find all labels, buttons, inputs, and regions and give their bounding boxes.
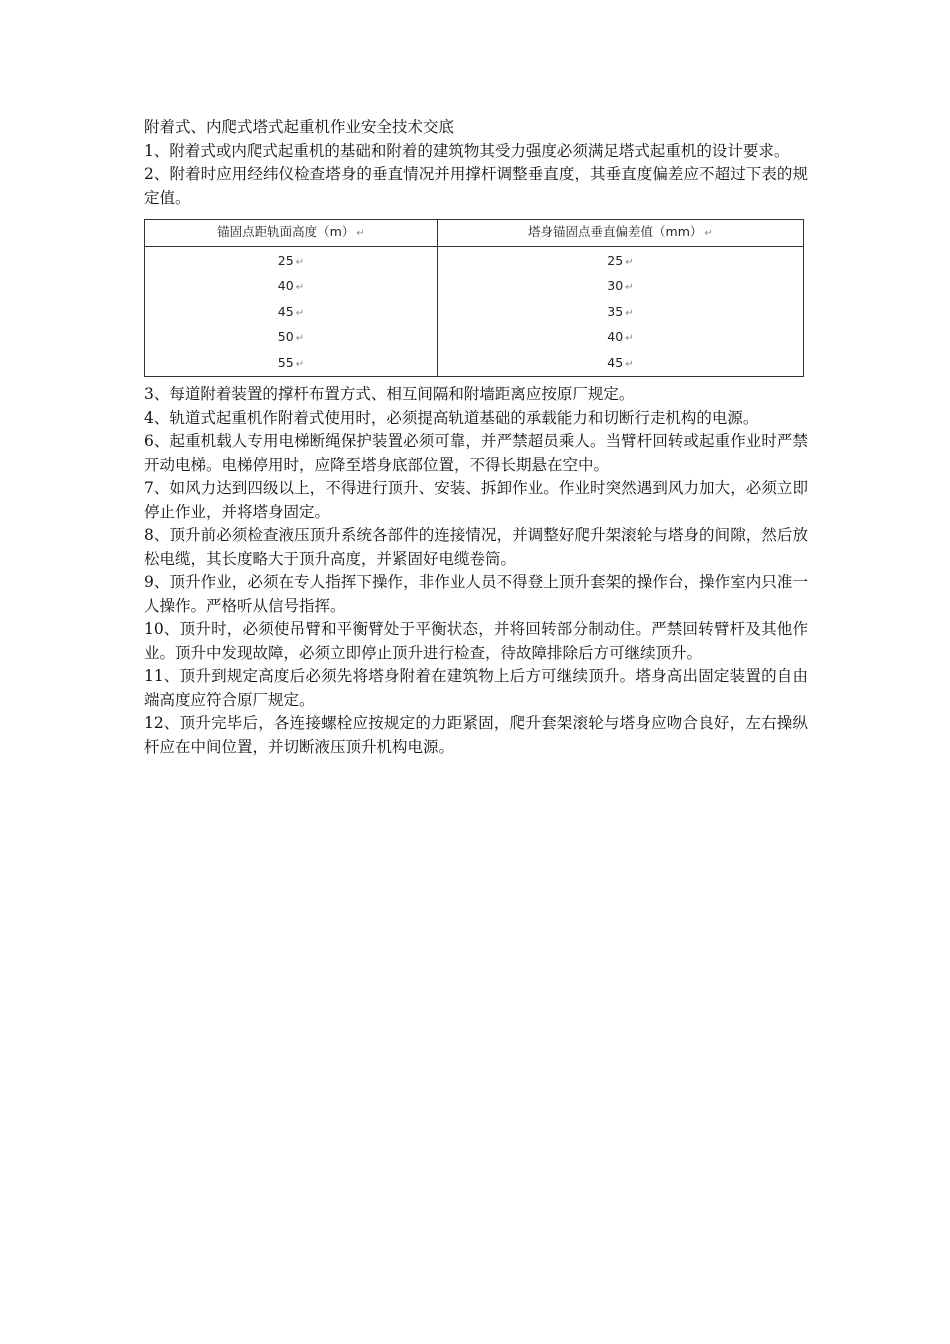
table-row: [145, 274, 804, 300]
paragraph-mark-icon: ↵: [295, 282, 305, 293]
table-header-row: [145, 220, 804, 247]
paragraph-4: 4、轨道式起重机作附着式使用时，必须提高轨道基础的承载能力和切断行走机构的电源。: [144, 408, 759, 427]
paragraph-mark-icon: ↵: [625, 307, 634, 319]
paragraph-mark-icon: ↵: [625, 256, 634, 268]
table-cell-height: 40 ↵: [145, 274, 438, 300]
paragraph-mark-icon: ↵: [295, 256, 305, 268]
paragraph-mark-icon: ↵: [625, 333, 634, 344]
table-row: [145, 351, 804, 377]
table-cell-height: 55 ↵: [145, 351, 438, 377]
paragraph-mark-icon: ↵: [704, 228, 713, 239]
paragraph-2: 2、附着时应用经纬仪检查塔身的垂直情况并用撑杆调整垂直度，其垂直度偏差应不超过下表的规定值。: [144, 165, 808, 207]
table-cell-deviation: 30 ↵: [437, 274, 803, 300]
table-row: [145, 300, 804, 326]
table-row: [145, 325, 804, 351]
tolerance-table-wrapper: [144, 219, 808, 377]
verticality-tolerance-table: [144, 219, 804, 377]
table-header-deviation: 塔身锚固点垂直偏差值（mm） ↵: [437, 220, 803, 247]
paragraph-1: 1、附着式或内爬式起重机的基础和附着的建筑物其受力强度必须满足塔式起重机的设计要求。: [144, 141, 790, 160]
document-title: 附着式、内爬式塔式起重机作业安全技术交底: [144, 118, 455, 136]
document-body: [144, 116, 808, 759]
paragraph-7: 7、如风力达到四级以上，不得进行顶升、安装、拆卸作业。作业时突然遇到风力加大，必须立即停止作业，并将塔身固定。: [144, 479, 808, 521]
table-cell-deviation: 45 ↵: [437, 351, 803, 377]
table-cell-deviation: 25 ↵: [437, 246, 803, 274]
paragraph-mark-icon: ↵: [295, 307, 305, 319]
table-cell-height: 45 ↵: [145, 300, 438, 326]
table-cell-deviation: 35 ↵: [437, 300, 803, 326]
paragraph-12: 12、顶升完毕后，各连接螺栓应按规定的力距紧固，爬升套架滚轮与塔身应吻合良好，左右操纵杆应在中间位置，并切断液压顶升机构电源。: [144, 714, 808, 756]
table-cell-height: 25 ↵: [145, 246, 438, 274]
table-row: [145, 246, 804, 274]
paragraph-10: 10、顶升时，必须使吊臂和平衡臂处于平衡状态，并将回转部分制动住。严禁回转臂杆及其他作业。顶升中发现故障，必须立即停止顶升进行检查，待故障排除后方可继续顶升。: [144, 620, 808, 662]
table-cell-deviation: 40 ↵: [437, 325, 803, 351]
paragraph-3: 3、每道附着装置的撑杆布置方式、相互间隔和附墙距离应按原厂规定。: [144, 385, 635, 403]
paragraph-11: 11、顶升到规定高度后必须先将塔身附着在建筑物上后方可继续顶升。塔身高出固定装置的自由端高度应符合原厂规定。: [144, 667, 808, 709]
paragraph-mark-icon: ↵: [625, 358, 634, 370]
paragraph-8: 8、顶升前必须检查液压顶升系统各部件的连接情况，并调整好爬升架滚轮与塔身的间隙，然后放松电缆，其长度略大于顶升高度，并紧固好电缆卷筒。: [144, 526, 808, 568]
paragraph-mark-icon: ↵: [356, 228, 365, 239]
table-cell-height: 50 ↵: [145, 325, 438, 351]
paragraph-9: 9、顶升作业，必须在专人指挥下操作，非作业人员不得登上顶升套架的操作台，操作室内只准一人操作。严格听从信号指挥。: [144, 573, 808, 615]
paragraph-mark-icon: ↵: [625, 282, 634, 293]
paragraph-mark-icon: ↵: [295, 358, 305, 370]
paragraph-6: 6、起重机载人专用电梯断绳保护装置必须可靠，并严禁超员乘人。当臂杆回转或起重作业时严禁开动电梯。电梯停用时，应降至塔身底部位置，不得长期悬在空中。: [144, 432, 808, 474]
paragraph-mark-icon: ↵: [295, 333, 305, 344]
table-header-height: 锚固点距轨面高度（m） ↵: [145, 220, 438, 247]
